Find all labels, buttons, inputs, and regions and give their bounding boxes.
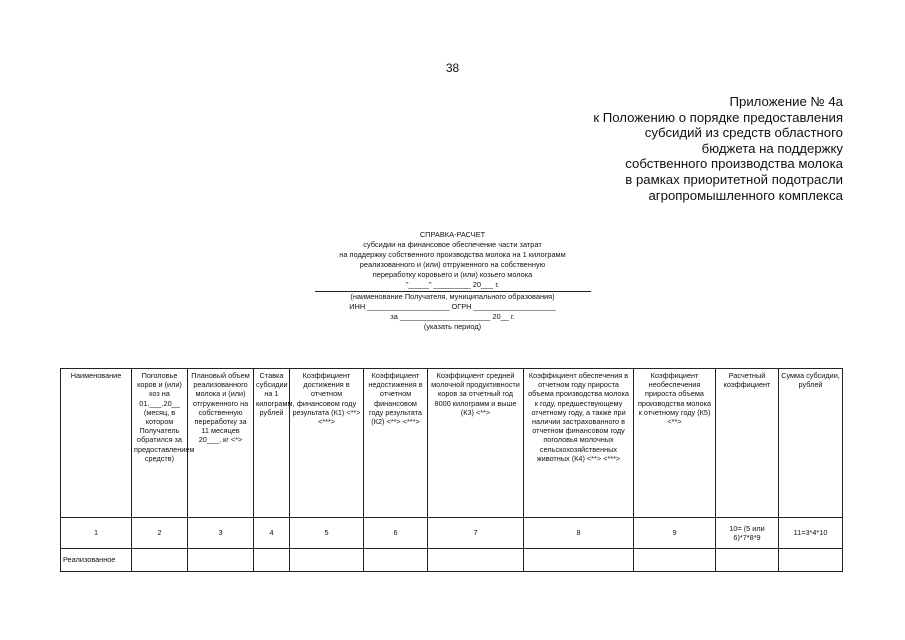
column-header: Расчетный коэффициент	[716, 369, 779, 518]
column-header: Плановый объем реализованного молока и (или) отгруженного на собственную переработку за 11 месяцев 20___, кг <*>	[188, 369, 254, 518]
table-cell	[132, 549, 188, 572]
column-header: Поголовье коров и (или) коз на 01.___.20__ (месяц, в котором Получатель обратился за предоставлением средств)	[132, 369, 188, 518]
column-header: Коэффициент недостижения в отчетном финансовом году результата (К2) <**> <***>	[364, 369, 428, 518]
column-number: 11=3*4*10	[779, 518, 843, 549]
table-cell	[364, 549, 428, 572]
page-number: 38	[445, 61, 460, 75]
form-header	[200, 230, 705, 332]
column-number: 3	[188, 518, 254, 549]
column-number: 9	[634, 518, 716, 549]
table-cell	[188, 549, 254, 572]
table-cell	[254, 549, 290, 572]
column-header: Коэффициент достижения в отчетном финансовом году результата (К1) <**> <***>	[290, 369, 364, 518]
table-cell	[716, 549, 779, 572]
table-cell	[524, 549, 634, 572]
inn-ogrn-line: ИНН ____________________ ОГРН ____________________	[349, 302, 556, 312]
column-number: 10= (5 или 6)*7*8*9	[716, 518, 779, 549]
form-subtitle-line: на поддержку собственного производства молока на 1 килограмм	[339, 249, 566, 259]
period-label: (указать период)	[423, 322, 482, 332]
date-line: "_____" _________ 20___ г.	[405, 279, 500, 289]
appendix-line: в рамках приоритетной подотрасли	[625, 171, 843, 187]
recipient-label: (наименование Получателя, муниципального образования)	[350, 292, 555, 302]
appendix-heading	[593, 94, 843, 203]
appendix-line: к Положению о порядке предоставления	[593, 109, 843, 125]
row-name: Реализованное	[61, 549, 132, 572]
form-subtitle-line: переработку коровьего и (или) козьего молока	[372, 269, 533, 279]
column-header: Сумма субсидии, рублей	[779, 369, 843, 518]
column-header: Наименование	[61, 369, 132, 518]
appendix-line: агропромышленного комплекса	[648, 187, 843, 203]
form-subtitle-line: субсидии на финансовое обеспечение части затрат	[363, 239, 542, 249]
column-number: 5	[290, 518, 364, 549]
column-header: Коэффициент необеспечения прироста объема производства молока к отчетному году (К5) <**>	[634, 369, 716, 518]
column-number: 7	[428, 518, 524, 549]
column-number: 1	[61, 518, 132, 549]
column-header: Коэффициент обеспечения в отчетном году прироста объема производства молока к году, предшествующему отчетному году, а также при наличии застрахованного в отчетном финансовом году поголовья молочных сельскохозяйственных животных (К4) <**> <***>	[524, 369, 634, 518]
column-number: 6	[364, 518, 428, 549]
table-cell	[290, 549, 364, 572]
form-title: СПРАВКА-РАСЧЕТ	[419, 230, 486, 239]
table-cell	[428, 549, 524, 572]
table-cell	[779, 549, 843, 572]
column-header: Коэффициент средней молочной продуктивности коров за отчетный год 8000 килограмм и выше (К3) <**>	[428, 369, 524, 518]
table-cell	[634, 549, 716, 572]
table-row	[61, 549, 843, 572]
appendix-line: собственного производства молока	[625, 156, 843, 172]
column-number: 4	[254, 518, 290, 549]
appendix-line: субсидий из средств областного	[644, 125, 843, 141]
period-line: за ______________________ 20__ г.	[390, 312, 515, 322]
column-number-row	[61, 518, 843, 549]
column-number: 2	[132, 518, 188, 549]
table-header-row	[61, 369, 843, 518]
appendix-line: Приложение № 4а	[729, 94, 843, 109]
appendix-line: бюджета на поддержку	[701, 140, 843, 156]
column-header: Ставка субсидии на 1 килограмм, рублей	[254, 369, 290, 518]
column-number: 8	[524, 518, 634, 549]
calculation-table	[60, 368, 843, 572]
form-subtitle-line: реализованного и (или) отгруженного на собственную	[359, 259, 546, 269]
